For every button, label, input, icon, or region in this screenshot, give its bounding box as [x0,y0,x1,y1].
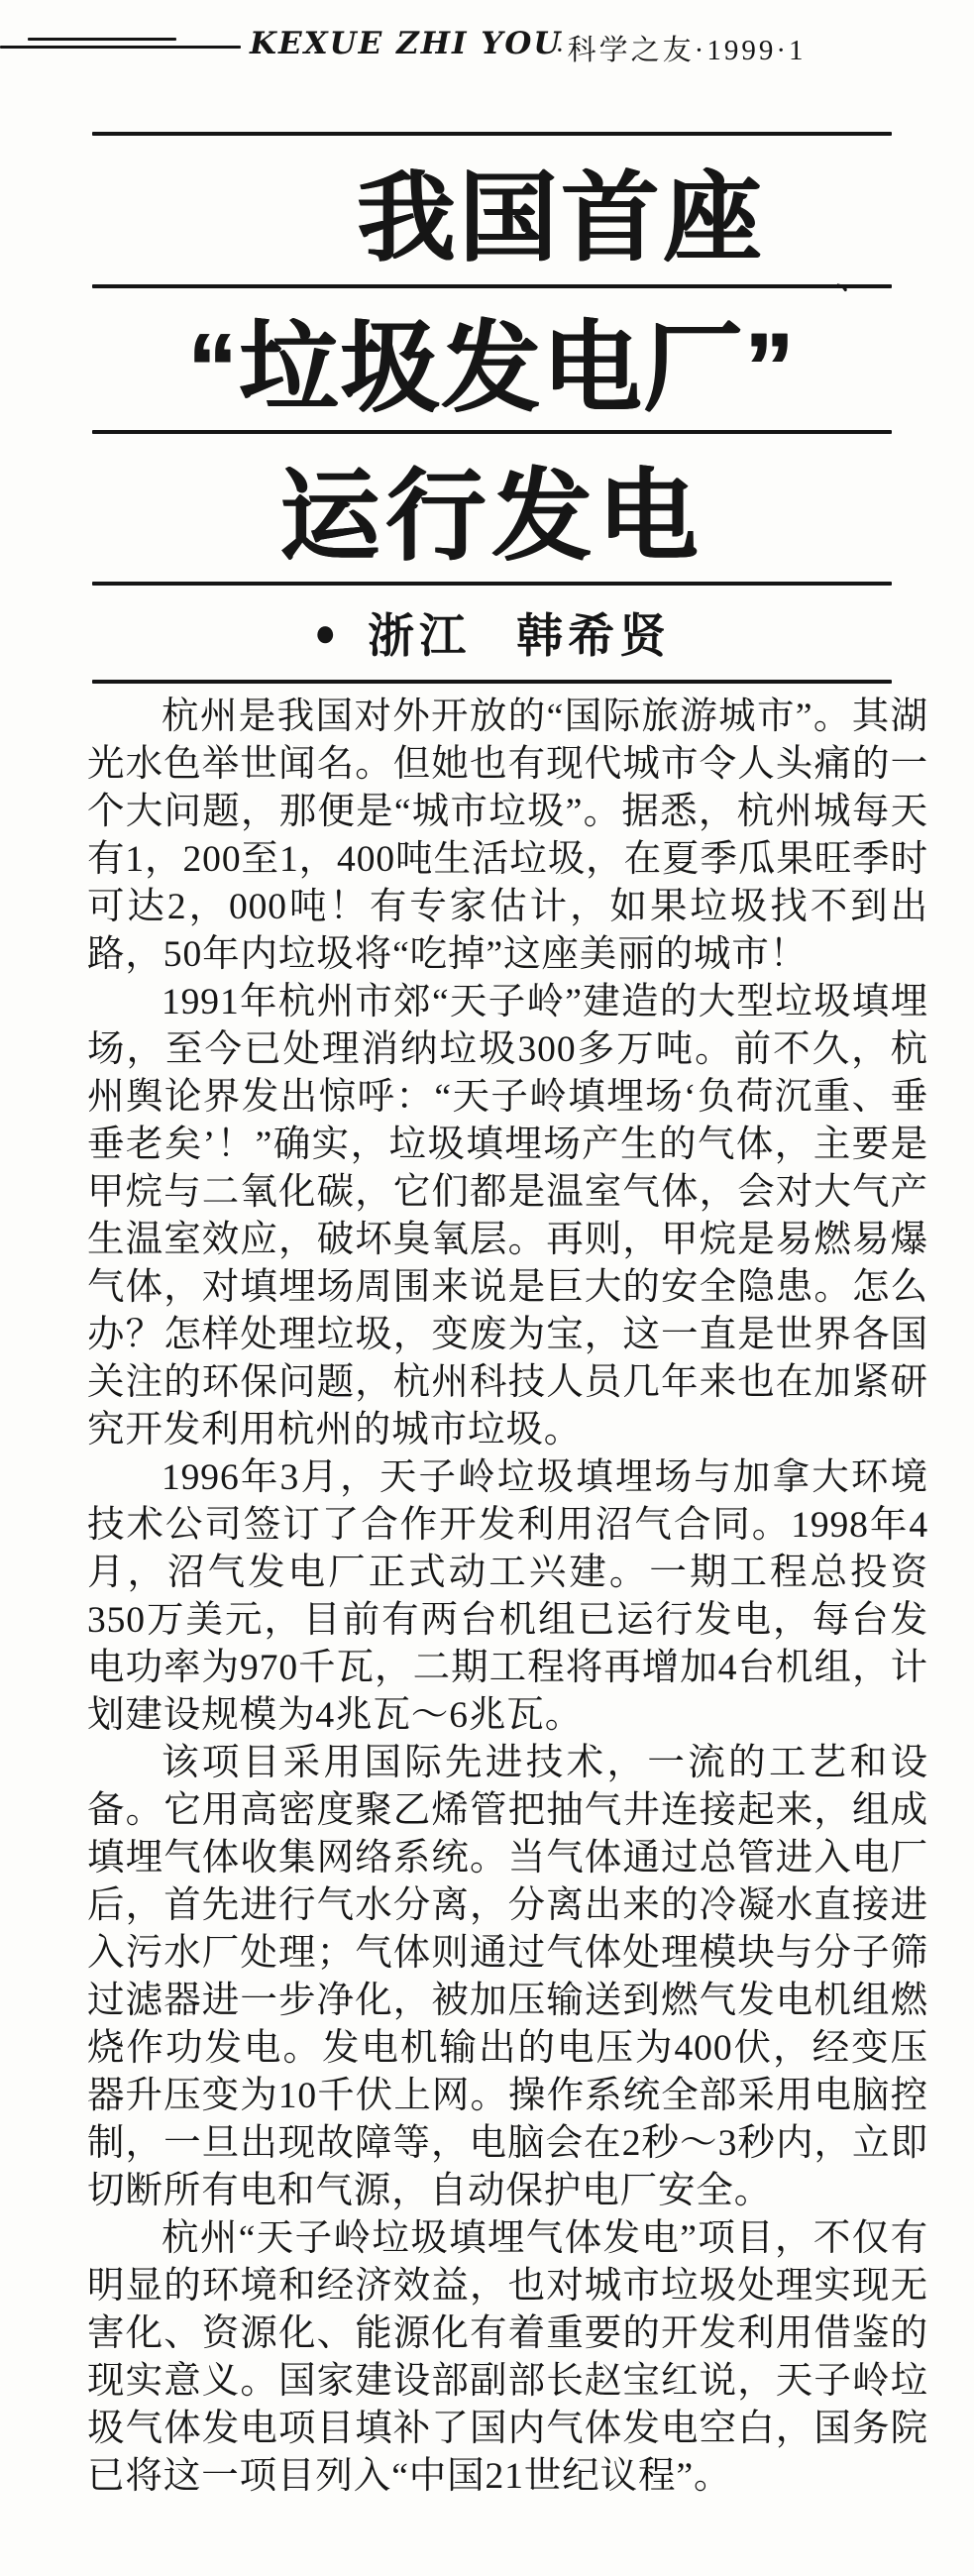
headline-line-3-text: 运行发电 [279,462,704,573]
byline-author: 韩希贤 [516,611,672,663]
headline-line-2 [92,288,892,430]
header-rule [0,46,241,49]
journal-header [0,18,974,69]
journal-title-latin: KEXUE ZHI YOU [250,26,563,61]
byline-location: 浙江 [368,611,472,663]
body-paragraph: 该项目采用国际先进技术，一流的工艺和设备。它用高密度聚乙烯管把抽气井连接起来，组成填埋气体收集网络系统。当气体通过总管进入电厂后，首先进行气水分离，分离出来的冷凝水直接进入污水厂处理；气体则通过气体处理模块与分子筛过滤器进一步净化，被加压输送到燃气发电机组燃烧作功发电。发电机输出的电压为400伏，经变压器升压变为10千伏上网。操作系统全部采用电脑控制，一旦出现故障等，电脑会在2秒～3秒内，立即切断所有电和气源，自动保护电厂安全。 [87,1743,928,2211]
article-body [87,694,928,2501]
header-rule-fragment [28,38,176,41]
headline-line-2-text: “垃圾发电厂” [187,312,797,424]
author-byline [92,586,892,680]
body-paragraph: 1996年3月，天子岭垃圾填埋场与加拿大环境技术公司签订了合作开发利用沼气合同。1998年4月，沼气发电厂正式动工兴建。一期工程总投资350万美元，目前有两台机组已运行发电，每台发电功率为970千瓦，二期工程将再增加4台机组，计划建设规模为4兆瓦～6兆瓦。 [87,1457,928,1736]
headline-line-1 [162,136,961,298]
headline-line-1-text: 我国首座 [357,162,766,272]
body-paragraph: 杭州“天子岭垃圾填埋气体发电”项目，不仅有明显的环境和经济效益，也对城市垃圾处理实现无害化、资源化、能源化有着重要的开发利用借鉴的现实意义。国家建设部副部长赵宝红说，天子岭垃圾气体发电项目填补了国内气体发电空白，国务院已将这一项目列入“中国21世纪议程”。 [87,2218,928,2497]
body-paragraph: 1991年杭州市郊“天子岭”建造的大型垃圾填埋场，至今已处理消纳垃圾300多万吨。前不久，杭州舆论界发出惊呼：“天子岭填埋场‘负荷沉重、垂垂老矣’！”确实，垃圾填埋场产生的气体，主要是甲烷与二氧化碳，它们都是温室气体，会对大气产生温室效应，破坏臭氧层。再则，甲烷是易燃易爆气体，对填埋场周围来说是巨大的安全隐患。怎么办？怎样处理垃圾，变废为宝，这一直是世界各国关注的环保问题，杭州科技人员几年来也在加紧研究开发利用杭州的城市垃圾。 [87,982,928,1450]
body-paragraph: 杭州是我国对外开放的“国际旅游城市”。其湖光水色举世闻名。但她也有现代城市令人头痛的一个大问题，那便是“城市垃圾”。据悉，杭州城每天有1，200至1，400吨生活垃圾，在夏季瓜果旺季时可达2，000吨！有专家估计，如果垃圾找不到出路，50年内垃圾将“吃掉”这座美丽的城市！ [87,697,928,975]
stray-ink-mark: 、 [831,252,877,298]
headline-rule [92,680,892,684]
headline-line-3 [92,434,892,582]
journal-issue-label: ·科学之友·1999·1 [555,35,807,66]
bullet-icon: ● [314,610,341,655]
headline-block [92,132,892,684]
